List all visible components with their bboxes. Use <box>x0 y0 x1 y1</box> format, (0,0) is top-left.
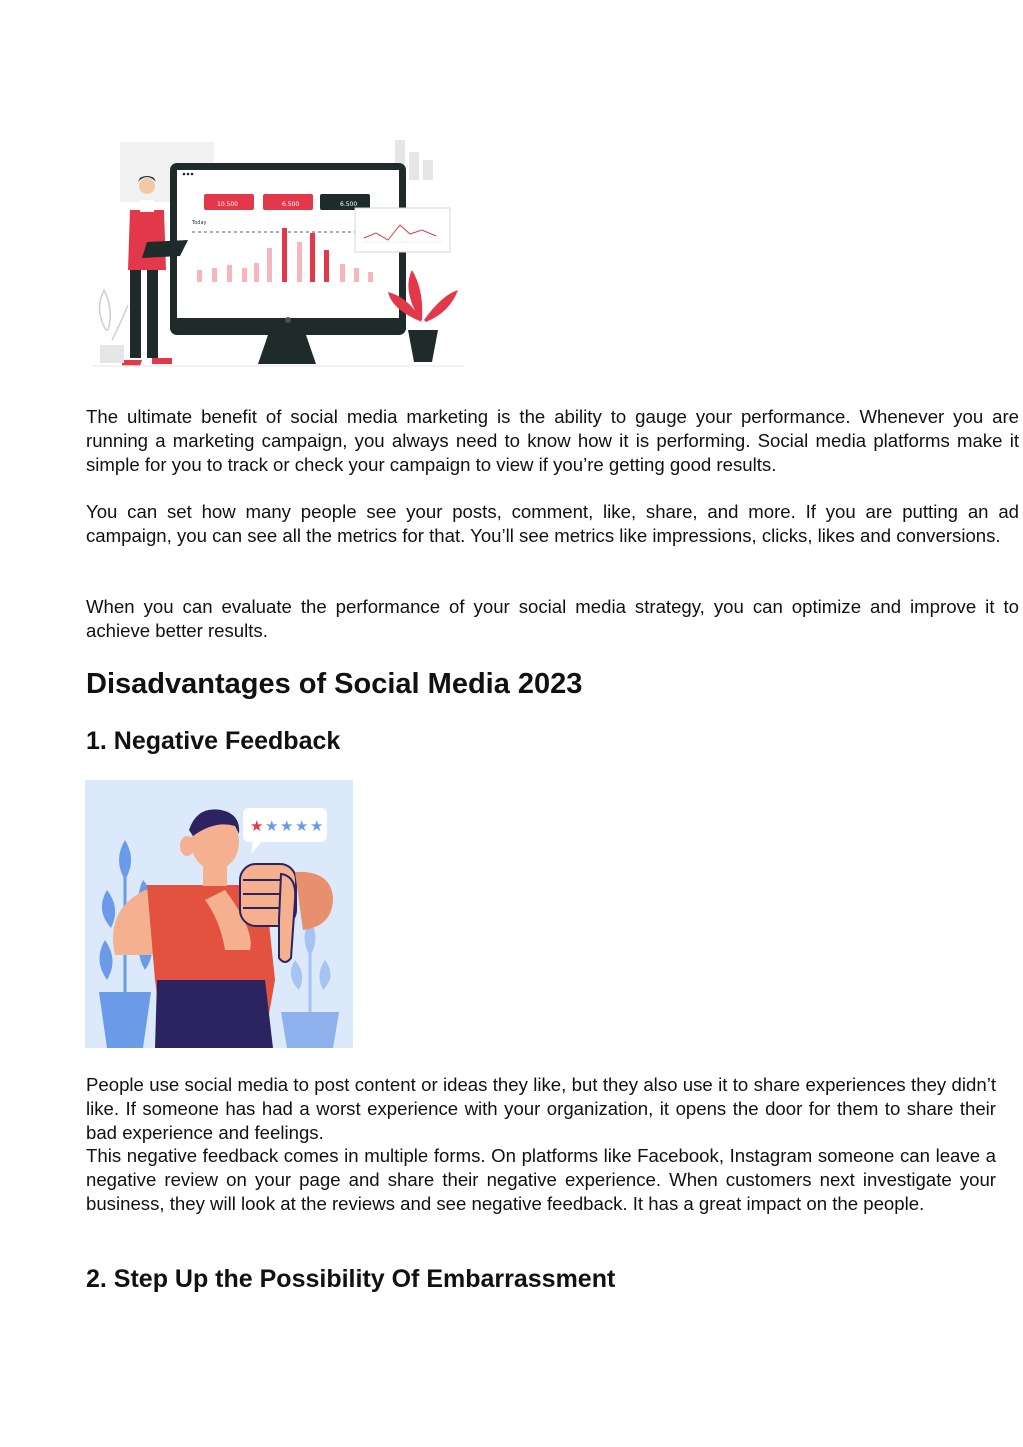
star-empty-icon: ★ <box>295 817 309 835</box>
star-empty-icon: ★ <box>280 817 294 835</box>
background-bar <box>409 152 419 180</box>
paragraph: This negative feedback comes in multiple forms. On platforms like Facebook, Instagram someone can leave a negative review on your page and share their negative experience. When customers next investigate your business, they will look at the reviews and see negative feedback. It has a great impact on the people. <box>86 1145 996 1214</box>
background-bar <box>423 160 433 180</box>
subheading-negative-feedback: 1. Negative Feedback <box>86 727 341 755</box>
background-plant <box>99 290 128 363</box>
paragraph: You can set how many people see your posts, comment, like, share, and more. If you are putting an ad campaign, you can see all the metrics for that. You’ll see metrics like impressions, clicks, likes and conversions. <box>86 501 1019 546</box>
stat-value-2: 6.500 <box>282 201 300 208</box>
stat-value-1: 10.500 <box>217 201 238 208</box>
subheading-embarrassment: 2. Step Up the Possibility Of Embarrassment <box>86 1265 616 1293</box>
paragraph: People use social media to post content or ideas they like, but they also use it to share experiences they didn’t like. If someone has had a worst experience with your organization, it opens the door for them to share their bad experience and feelings. <box>86 1074 996 1143</box>
stat-value-3: 6.500 <box>340 201 358 208</box>
monitor-stand <box>258 335 316 364</box>
star-empty-icon: ★ <box>310 817 324 835</box>
analytics-dashboard-illustration <box>92 130 464 375</box>
panel-label: Today <box>192 220 207 226</box>
paragraph: The ultimate benefit of social media marketing is the ability to gauge your performance. Whenever you are running a marketing campaign, you always need to know how it is performing. Social media platforms make it simple for you to track or check your campaign to view if you’re getting good results. <box>86 406 1019 475</box>
line-chart-card <box>355 208 450 252</box>
star-empty-icon: ★ <box>265 817 279 835</box>
section-heading: Disadvantages of Social Media 2023 <box>86 668 583 700</box>
paragraph: When you can evaluate the performance of your social media strategy, you can optimize and improve it to achieve better results. <box>86 596 1019 641</box>
star-filled-icon: ★ <box>250 817 264 835</box>
thumbs-down-review-illustration <box>85 780 353 1048</box>
